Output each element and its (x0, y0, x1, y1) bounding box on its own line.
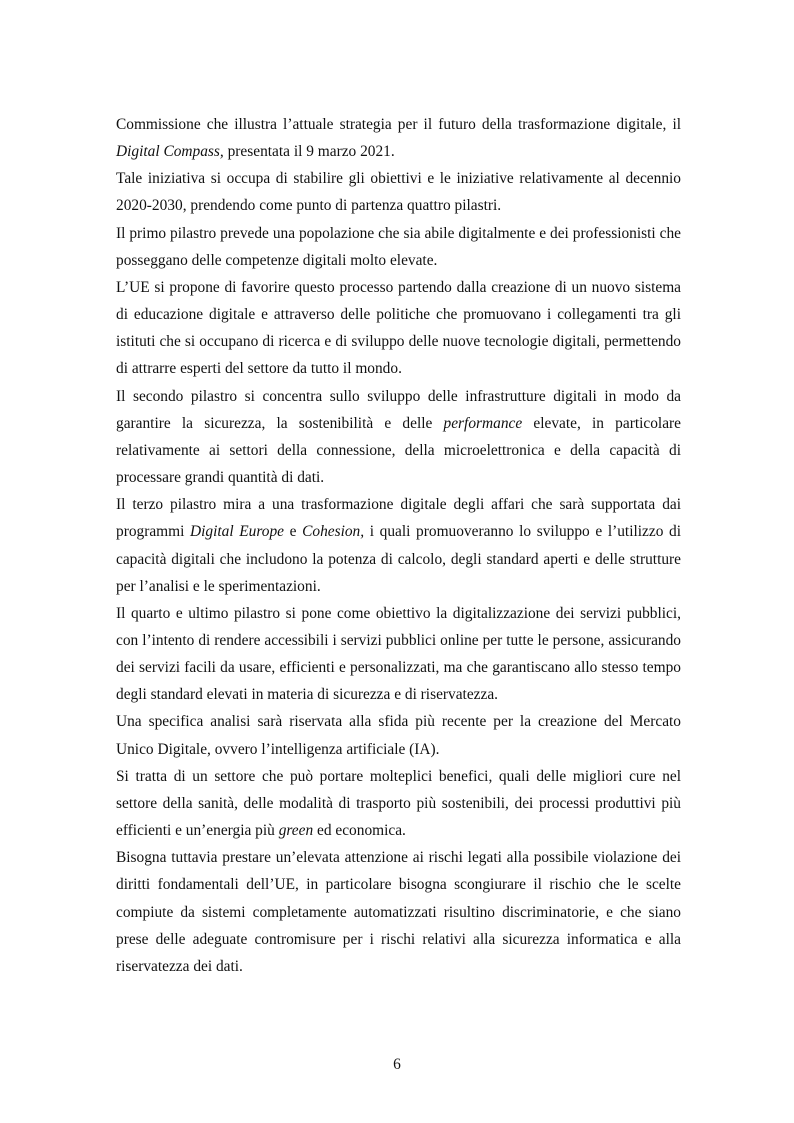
page-number: 6 (393, 1056, 401, 1073)
italic-text: performance (443, 414, 523, 432)
paragraph-text: elevate, in particolare relativamente ai settori della connessione, della microelettronica e della capacità di processare grandi quantità di dati. (116, 414, 681, 487)
body-paragraph (116, 165, 681, 219)
italic-text: Digital Compass, (116, 143, 224, 161)
paragraph-text: e (284, 523, 303, 541)
paragraph-text: Bisogna tuttavia prestare un’elevata attenzione ai rischi legati alla possibile violazione dei diritti fondamentali dell’UE, in particolare bisogna scongiurare il rischio che le scelte compiute da sistemi completamente automatizzati risultino discriminatorie, e che siano prese delle adeguate contromisure per i rischi relativi alla sicurezza informatica e alla riservatezza dei dati. (116, 849, 681, 975)
body-paragraph (116, 708, 681, 762)
paragraph-text: Si tratta di un settore che può portare molteplici benefici, quali delle migliori cure nel settore della sanità, delle modalità di trasporto più sostenibili, dei processi produttivi più efficienti e un’energia più (116, 767, 681, 840)
body-paragraph (116, 383, 681, 492)
page-body (116, 111, 681, 980)
body-paragraph (116, 274, 681, 383)
italic-text: green (278, 822, 314, 840)
italic-text: Cohesion, (302, 523, 365, 541)
paragraph-text: presentata il 9 marzo 2021. (223, 143, 395, 161)
body-paragraph (116, 600, 681, 709)
body-paragraph (116, 491, 681, 600)
body-paragraph (116, 111, 681, 165)
body-paragraph (116, 763, 681, 844)
paragraph-text: Il primo pilastro prevede una popolazione che sia abile digitalmente e dei professionisti che posseggano delle competenze digitali molto elevate. (116, 224, 681, 269)
body-paragraph (116, 220, 681, 274)
paragraph-text: i quali promuoveranno lo sviluppo e l’utilizzo di capacità digitali che includono la potenza di calcolo, degli standard aperti e delle strutture per l’analisi e le sperimentazioni. (116, 523, 681, 595)
italic-text: Digital Europe (190, 523, 285, 541)
paragraph-text: Commissione che illustra l’attuale strategia per il futuro della trasformazione digitale, il (116, 116, 681, 133)
paragraph-text: Il quarto e ultimo pilastro si pone come obiettivo la digitalizzazione dei servizi pubblici, con l’intento di rendere accessibili i servizi pubblici online per tutte le persone, assicurando dei servizi facili da usare, efficienti e personalizzati, ma che garantiscano allo stesso tempo degli standard elevati in materia di sicurezza e di riservatezza. (116, 604, 681, 704)
body-paragraph (116, 844, 681, 980)
paragraph-text: Tale iniziativa si occupa di stabilire gli obiettivi e le iniziative relativamente al decennio 2020-2030, prendendo come punto di partenza quattro pilastri. (116, 170, 681, 215)
paragraph-text: L’UE si propone di favorire questo processo partendo dalla creazione di un nuovo sistema di educazione digitale e attraverso delle politiche che promuovano i collegamenti tra gli istituti che si occupano di ricerca e di sviluppo delle nuove tecnologie digitali, permettendo di attrarre esperti del settore da tutto il mondo. (116, 278, 681, 378)
paragraph-text: Una specifica analisi sarà riservata alla sfida più recente per la creazione del Mercato Unico Digitale, ovvero l’intelligenza artificiale (IA). (116, 713, 681, 758)
paragraph-text: ed economica. (313, 822, 406, 840)
paragraph-text: Il terzo pilastro mira a una trasformazione digitale degli affari che sarà supportata dai programmi (116, 496, 681, 541)
paragraph-text: Il secondo pilastro si concentra sullo sviluppo delle infrastrutture digitali in modo da garantire la sicurezza, la sostenibilità e delle (116, 387, 681, 432)
